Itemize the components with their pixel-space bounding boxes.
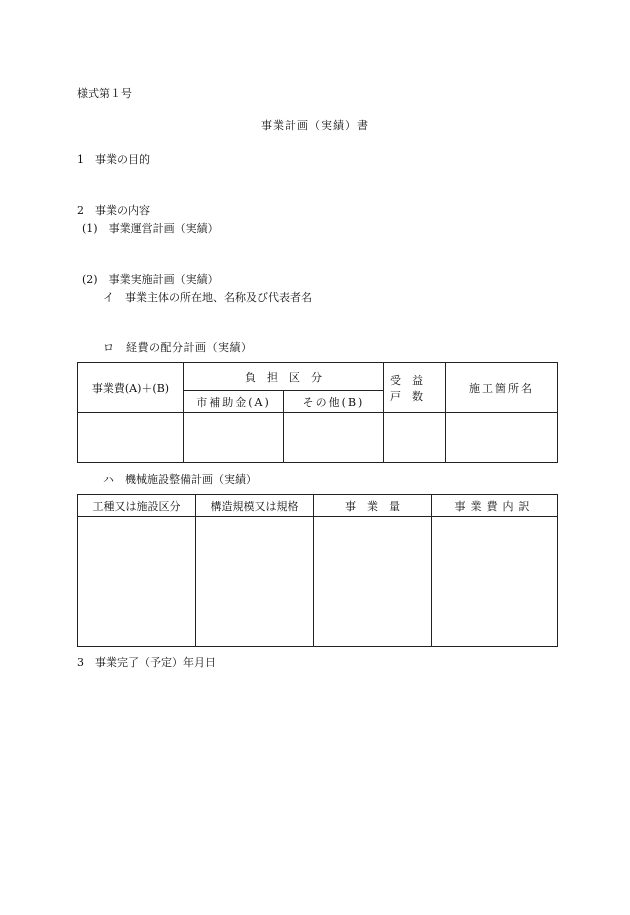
cell-empty <box>78 413 184 463</box>
cell-empty <box>314 517 432 647</box>
subsection-ro-heading: ロ 経費の配分計画（実績） <box>103 341 253 354</box>
header-beneficiary-households <box>384 363 446 413</box>
section-2-2-heading: (2) 事業実施計画（実績） <box>82 273 219 286</box>
expense-allocation-table <box>77 362 558 463</box>
cell-empty <box>446 413 558 463</box>
header-city-subsidy: 市補助金(A) <box>184 391 284 413</box>
subsection-i-heading: イ 事業主体の所在地、名称及び代表者名 <box>103 291 312 304</box>
section-1-heading: 1 事業の目的 <box>77 153 150 166</box>
equipment-facility-table <box>77 494 558 647</box>
subsection-ha-heading: ハ 機械施設整備計画（実績） <box>103 473 257 486</box>
section-2-heading: 2 事業の内容 <box>77 204 150 217</box>
header-project-cost: 事業費(A)＋(B) <box>78 363 184 413</box>
header-cost-breakdown: 事業費内訳 <box>432 495 558 517</box>
header-other: その他(B) <box>284 391 384 413</box>
cell-empty <box>432 517 558 647</box>
header-structure-scale: 構造規模又は規格 <box>196 495 314 517</box>
cell-empty <box>78 517 196 647</box>
section-2-1-heading: (1) 事業運営計画（実績） <box>82 222 219 235</box>
header-construction-site: 施工箇所名 <box>446 363 558 413</box>
header-beneficiary-bottom: 戸 数 <box>390 389 423 403</box>
cell-empty <box>196 517 314 647</box>
header-beneficiary-top: 受 益 <box>390 373 423 387</box>
document-title: 事業計画（実績）書 <box>261 119 369 132</box>
section-3-heading: 3 事業完了（予定）年月日 <box>77 656 216 669</box>
header-burden-category: 負 担 区 分 <box>184 363 384 391</box>
cell-empty <box>284 413 384 463</box>
form-number: 様式第１号 <box>77 87 132 100</box>
header-work-type: 工種又は施設区分 <box>78 495 196 517</box>
cell-empty <box>184 413 284 463</box>
cell-empty <box>384 413 446 463</box>
header-project-quantity: 事 業 量 <box>314 495 432 517</box>
